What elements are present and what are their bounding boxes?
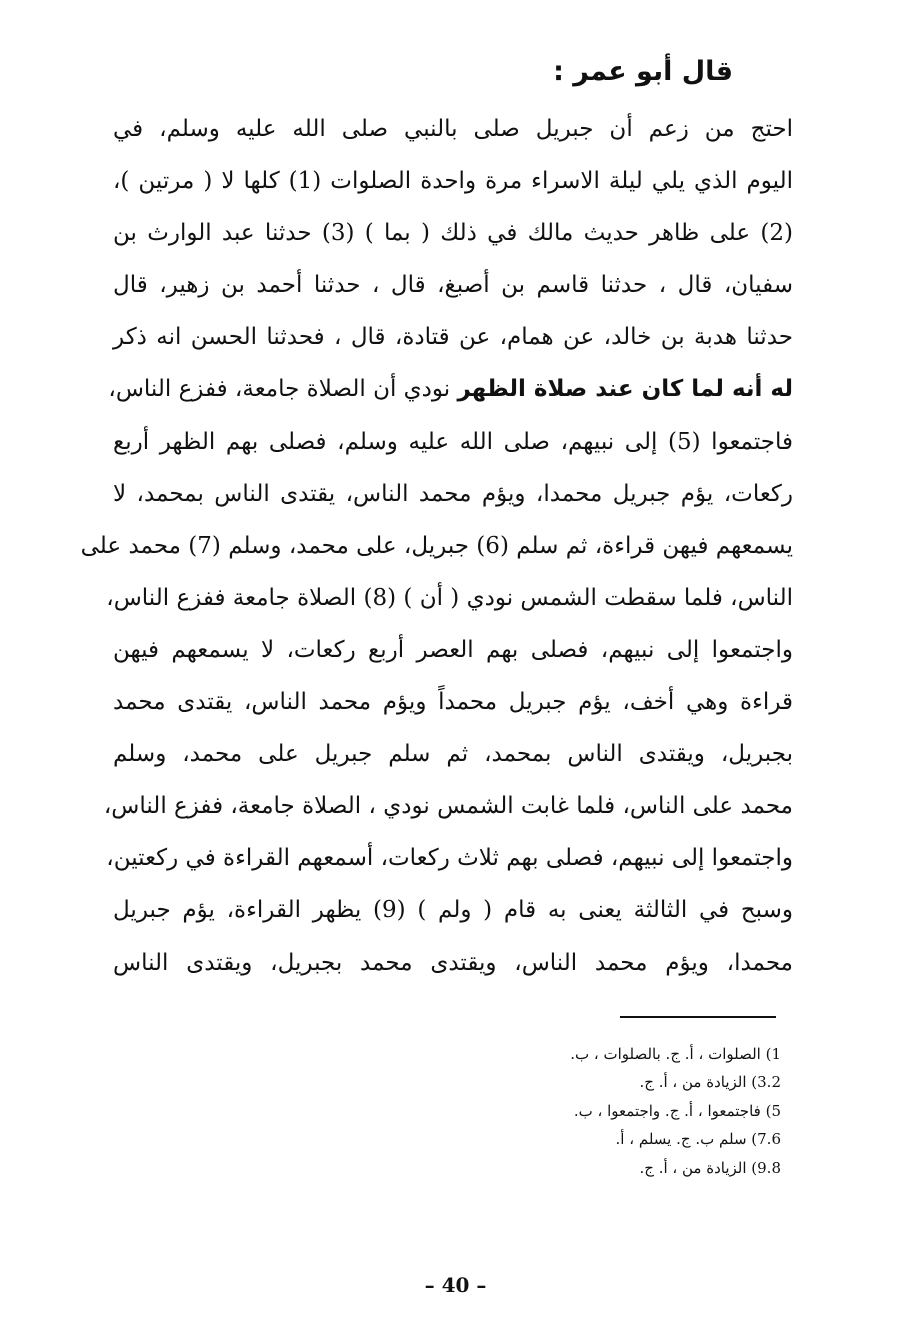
footnote: 5) فاجتمعوا ، أ. ج. واجتمعوا ، ب. [573, 1101, 781, 1120]
text-line: واجتمعوا إلى نبيهم، فصلى بهم ثلاث ركعات، أسمعهم القراءة في ركعتين، [106, 845, 793, 872]
section-heading: قال أبو عمر : [553, 56, 733, 87]
text-line: محمدا، ويؤم محمد الناس، ويقتدى محمد بجبريل، ويقتدى الناس [113, 949, 793, 976]
text-line: احتج من زعم أن جبريل صلى بالنبي صلى الله عليه وسلم، في [113, 116, 793, 142]
footnote-separator [620, 1016, 776, 1018]
text-line: وسبح في الثالثة يعنى به قام ( ولم ) (9) يظهر القراءة، يؤم جبريل [113, 897, 794, 924]
text-line: اليوم الذي يلي ليلة الاسراء مرة واحدة الصلوات (1) كلها لا ( مرتين )، [113, 168, 793, 195]
footnote: 1) الصلوات ، أ. ج. بالصلوات ، ب. [570, 1045, 781, 1063]
footnote: 7.6) سلم ب. ج. يسلم ، أ. [615, 1130, 781, 1149]
text-line: واجتمعوا إلى نبيهم، فصلى بهم العصر أربع ركعات، لا يسمعهم فيهن [113, 636, 793, 663]
text-line: سفيان، قال ، حدثنا قاسم بن أصبغ، قال ، حدثنا أحمد بن زهير، قال [113, 272, 793, 299]
footnote: 3.2) الزيادة من ، أ. ج. [639, 1073, 781, 1092]
text-line: الناس، فلما سقطت الشمس نودي ( أن ) (8) الصلاة جامعة ففزع الناس، [106, 584, 793, 611]
text-line: يسمعهم فيهن قراءة، ثم سلم (6) جبريل، على محمد، وسلم (7) محمد على [80, 532, 793, 559]
text-line: فاجتمعوا (5) إلى نبيهم، صلى الله عليه وسلم، فصلى بهم الظهر أربع [113, 428, 793, 455]
footnote: 9.8) الزيادة من ، أ. ج. [639, 1158, 781, 1177]
footnotes [481, 1040, 781, 1182]
bold-phrase: له أنه لما كان عند صلاة الظهر [457, 376, 793, 403]
text-line: (2) على ظاهر حديث مالك في ذلك ( بما ) (3) حدثنا عبد الوارث بن [113, 220, 793, 247]
text-line: ركعات، يؤم جبريل محمدا، ويؤم محمد الناس، يقتدى الناس بمحمد، لا [113, 480, 793, 507]
text-line: محمد على الناس، فلما غابت الشمس نودي ، الصلاة جامعة، ففزع الناس، [103, 793, 793, 820]
body-text [80, 103, 794, 989]
page-number: – 40 – [424, 1273, 487, 1297]
text-line: بجبريل، ويقتدى الناس بمحمد، ثم سلم جبريل على محمد، وسلم [113, 741, 793, 768]
text-line: حدثنا هدبة بن خالد، عن همام، عن قتادة، قال ، فحدثنا الحسن انه ذكر [113, 324, 793, 351]
text-line-with-bold: له أنه لما كان عند صلاة الظهر نودي أن الصلاة جامعة، ففزع الناس، [108, 376, 793, 403]
text-line: قراءة وهي أخف، يؤم جبريل محمداً ويؤم محمد الناس، يقتدى محمد [113, 689, 793, 716]
